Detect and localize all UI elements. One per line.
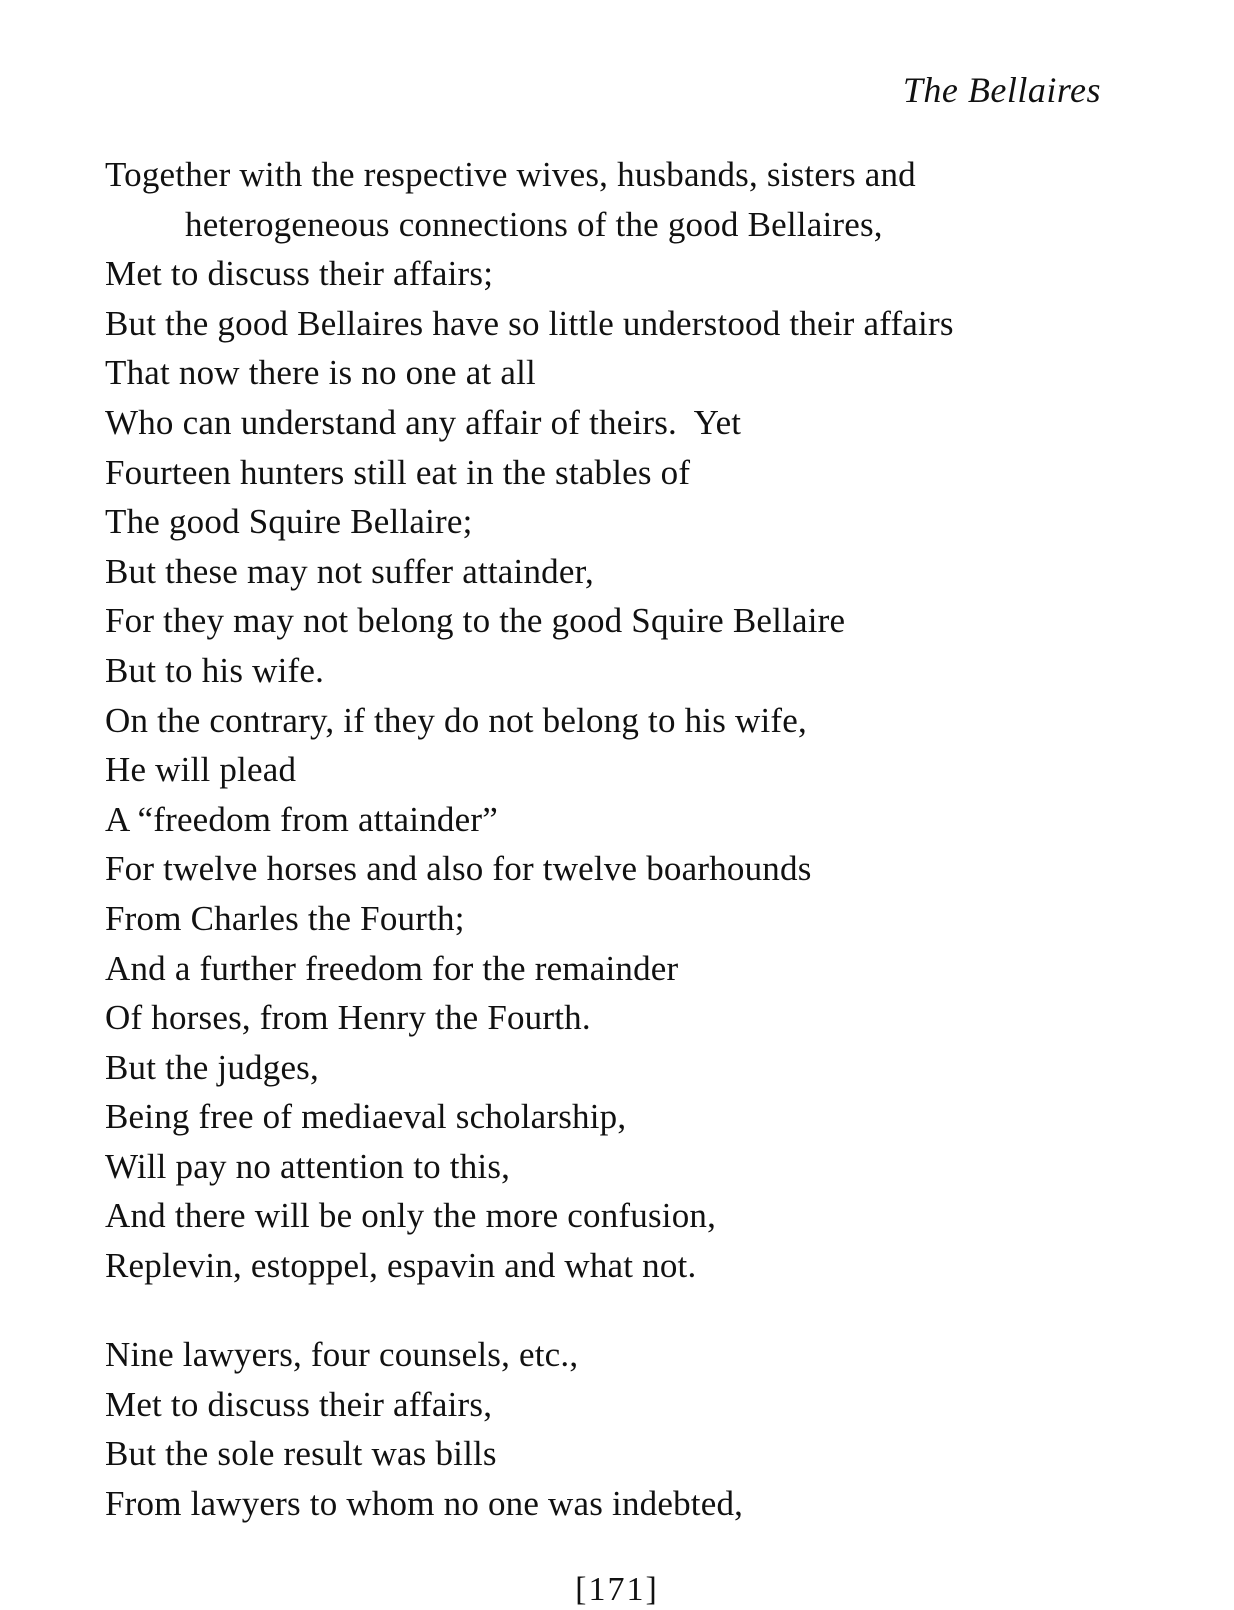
poem-line: For they may not belong to the good Squire Bellaire (105, 601, 846, 641)
poem-line: The good Squire Bellaire; (105, 502, 473, 542)
stanza-1 (105, 150, 1105, 1291)
poem-line: On the contrary, if they do not belong to his wife, (105, 700, 807, 740)
page-number: [171] (575, 1571, 659, 1608)
poem-line: But the judges, (105, 1047, 319, 1087)
poem-line: But to his wife. (105, 650, 325, 690)
poem-line: Met to discuss their affairs, (105, 1384, 493, 1424)
stanza-2 (105, 1330, 1105, 1528)
poem-line: A “freedom from attainder” (105, 799, 498, 839)
poem-line: Fourteen hunters still eat in the stables of (105, 452, 691, 492)
poem-line: Of horses, from Henry the Fourth. (105, 998, 591, 1038)
poem-line: But the sole result was bills (105, 1434, 497, 1474)
poem-line: Will pay no attention to this, (105, 1146, 511, 1186)
poem-line-continuation: heterogeneous connections of the good Bellaires, (185, 204, 883, 244)
poem-line: From Charles the Fourth; (105, 898, 465, 938)
poem-line: For twelve horses and also for twelve boarhounds (105, 849, 812, 889)
poem-line: But these may not suffer attainder, (105, 551, 594, 591)
poem-line: Being free of mediaeval scholarship, (105, 1097, 627, 1137)
running-head: The Bellaires (902, 70, 1101, 110)
poem-line: And a further freedom for the remainder (105, 948, 679, 988)
poem-line: Nine lawyers, four counsels, etc., (105, 1335, 579, 1374)
poem-line: Who can understand any affair of theirs. Yet (105, 402, 742, 442)
poem-line: That now there is no one at all (105, 353, 536, 393)
poem-line: He will plead (105, 750, 297, 790)
poem-line: And there will be only the more confusion, (105, 1196, 717, 1236)
poem-line: From lawyers to whom no one was indebted, (105, 1483, 744, 1523)
poem-line: Replevin, estoppel, espavin and what not. (105, 1246, 697, 1286)
poem-line: But the good Bellaires have so little understood their affairs (105, 303, 954, 343)
poem-line: Together with the respective wives, husbands, sisters and (105, 155, 916, 194)
poem-line: Met to discuss their affairs; (105, 254, 494, 294)
